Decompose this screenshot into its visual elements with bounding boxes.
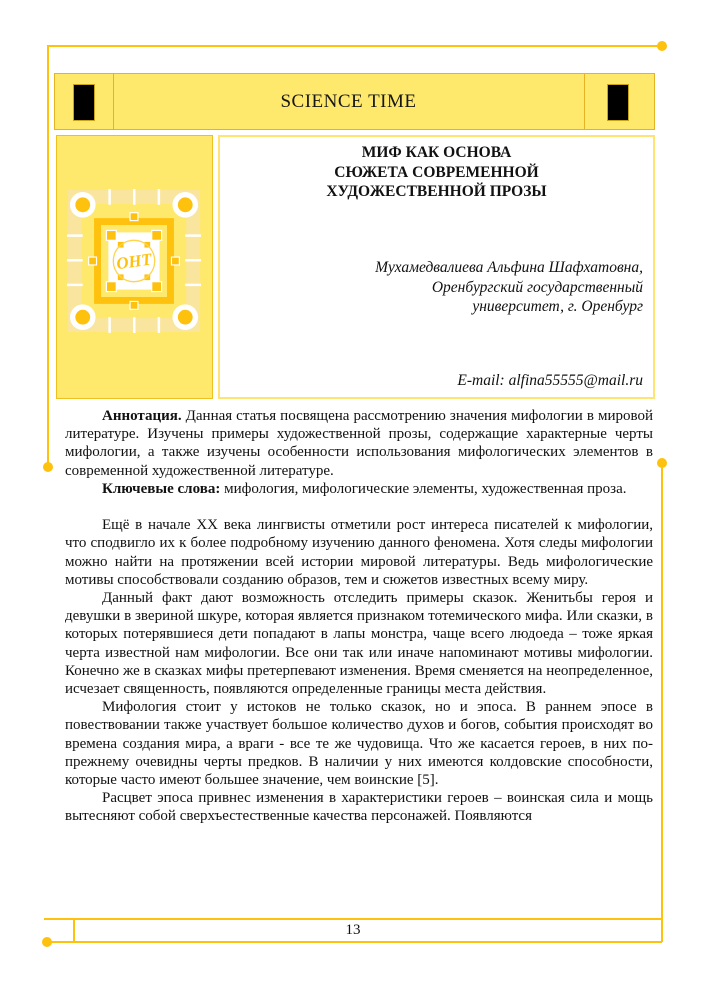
- masthead-band: [54, 73, 655, 130]
- frame-right-dot: [657, 458, 667, 468]
- author-affiliation-line: университет, г. Оренбург: [472, 298, 643, 315]
- abstract-text: Данная статья посвящена рассмотрению значения мифологии в мировой литературе. Изучены примеры художественной прозы, содержащие характерные черты мифологии, а также изучены особенности использования мифологических элементов в современной художественной литературе.: [65, 408, 653, 479]
- abstract-paragraph: [65, 407, 653, 480]
- article-title-line: ХУДОЖЕСТВЕННОЙ ПРОЗЫ: [326, 183, 547, 200]
- frame-left-line: [47, 45, 49, 467]
- page-number: 13: [345, 922, 361, 938]
- journal-logo-box: [56, 135, 213, 399]
- logo-onk-text: ОНТ: [115, 249, 153, 274]
- masthead-black-square-right: [607, 84, 629, 121]
- author-affiliation-line: Оренбургский государственный: [431, 278, 643, 296]
- article-body: [65, 407, 653, 826]
- frame-top-right-dot: [657, 41, 667, 51]
- author-block: [375, 258, 643, 317]
- author-name: Мухамедвалиева Альфина Шафхатовна,: [375, 259, 643, 276]
- article-title-line: СЮЖЕТА СОВРЕМЕННОЙ: [334, 163, 539, 181]
- keywords-paragraph: [65, 480, 653, 498]
- body-paragraph: Данный факт дают возможность отследить примеры сказок. Женитьбы героя и девушки в звериной шкуре, которая является признаком тотемического мифа. Или сказки, в которых потерявшиеся дети попадают в лапы монстра, чаще всего людоеда – тоже яркая черта известной нам мифологии. Все они так или иначе напоминают мотивы мифологии. Конечно же в сказках мифы претерпевают изменения. Время сменяется на неопределенное, исчезает священность, появляются определенные границы места действия.: [65, 590, 653, 698]
- author-email: E-mail: alfina55555@mail.ru: [457, 372, 643, 389]
- body-paragraph: Мифология стоит у истоков не только сказок, но и эпоса. В раннем эпосе в повествовании также участвует большое количество духов и богов, события происходят во времена создания мира, а враги - все те же чудовища. Что же касается героев, в них по-прежнему очевидны черты предков. В наличии у них имеются колдовские способности, которые часто имеют большее значение, чем воинские [5].: [65, 699, 653, 789]
- frame-bottom-line: [47, 941, 662, 943]
- body-paragraph: Расцвет эпоса привнес изменения в характеристики героев – воинская сила и мощь вытесняют собой сверхъестественные качества персонажей. Появляются: [65, 790, 653, 825]
- article-title-line: МИФ КАК ОСНОВА: [361, 144, 512, 161]
- body-paragraph: Ещё в начале XX века лингвисты отметили рост интереса писателей к мифологии, что сподвигло их к более подробному изучению данного феномена. Хотя следы мифологии можно найти на протяжении всей истории мировой литературы. Ведь мифологические мотивы способствовали созданию образов, тем и сюжетов известных всему миру.: [65, 517, 653, 588]
- article-header-box: [218, 135, 655, 399]
- journal-logo-ornament: [65, 186, 203, 336]
- article-title: [220, 143, 653, 202]
- abstract-label: Аннотация.: [102, 408, 182, 424]
- frame-top-line: [48, 45, 662, 47]
- masthead-black-square-left: [73, 84, 95, 121]
- frame-left-dot: [43, 462, 53, 472]
- keywords-label: Ключевые слова:: [102, 480, 221, 497]
- frame-right-line: [661, 463, 663, 942]
- journal-title: SCIENCE TIME: [280, 91, 417, 112]
- band-divider-right: [584, 74, 585, 129]
- keywords-text: мифология, мифологические элементы, художественная проза.: [224, 480, 627, 497]
